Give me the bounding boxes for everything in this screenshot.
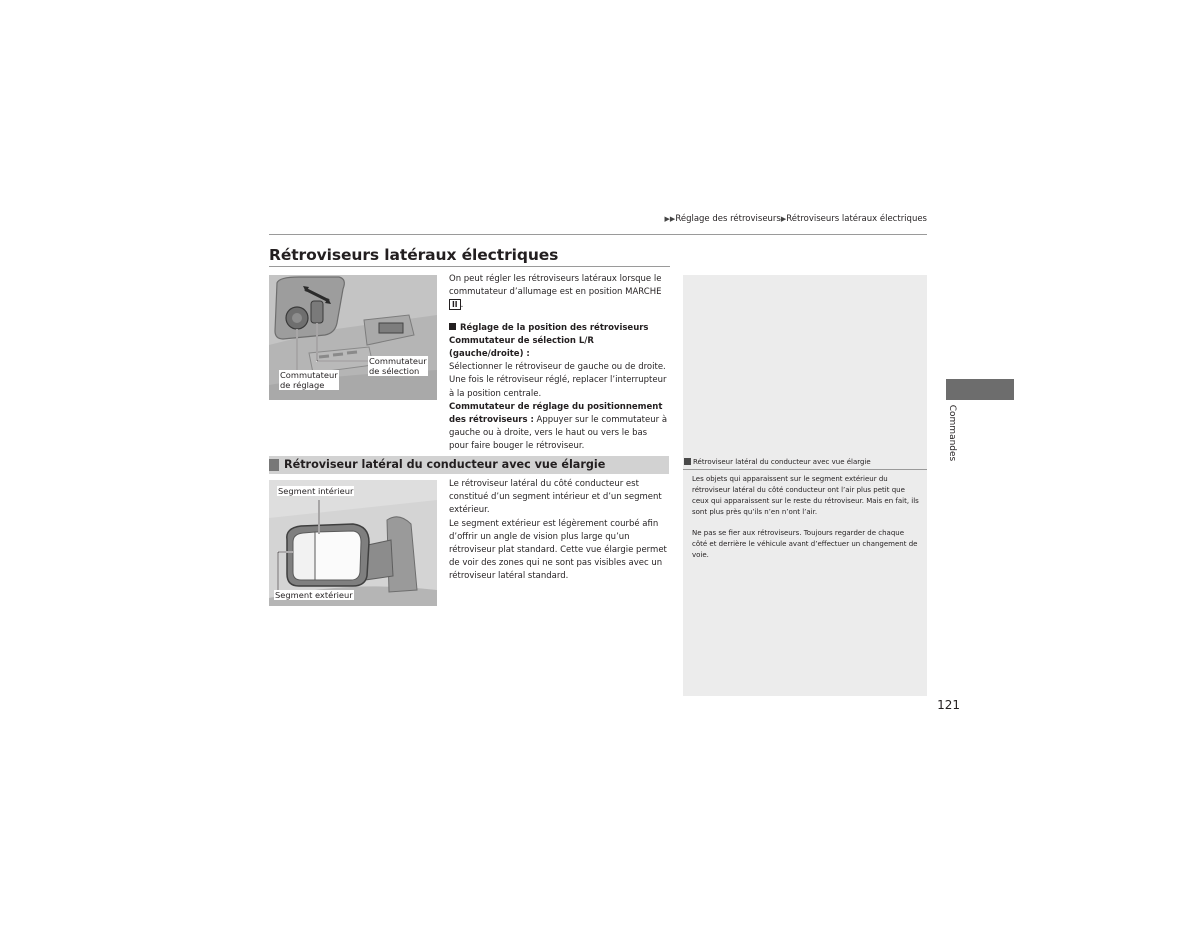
note-icon xyxy=(684,458,691,465)
sidebar-heading: Rétroviseur latéral du conducteur avec vue élargie xyxy=(684,458,871,466)
adjust-heading: Réglage de la position des rétroviseurs xyxy=(449,322,669,335)
section-body xyxy=(449,478,669,584)
outer-segment-label: Segment extérieur xyxy=(275,590,353,600)
sidebar-note xyxy=(683,275,927,696)
page-title: Rétroviseurs latéraux électriques xyxy=(269,246,559,264)
breadcrumb-arrow-icon: ▶▶ xyxy=(664,215,676,223)
mirror-switch-illustration xyxy=(269,275,437,400)
section-paragraph: Le rétroviseur latéral du côté conducteur est constitué d’un segment intérieur et d’un segment extérieur. xyxy=(449,479,662,516)
wide-view-mirror-drawing xyxy=(269,480,437,606)
ignition-key-icon: II xyxy=(449,299,461,310)
page-number: 121 xyxy=(937,698,960,712)
section-marker-icon xyxy=(269,459,279,471)
breadcrumb-item-1[interactable]: Réglage des rétroviseurs xyxy=(675,214,781,224)
section-title: Rétroviseur latéral du conducteur avec vue élargie xyxy=(284,458,606,471)
section-heading-bar xyxy=(269,456,669,474)
sidebar-paragraph: Ne pas se fier aux rétroviseurs. Toujours regarder de chaque côté et derrière le véhicule avant d’effectuer un changement de voie. xyxy=(692,529,918,559)
section-paragraph: Le segment extérieur est légèrement courbé afin d’offrir un angle de vision plus large qu’un rétroviseur plat standard. Cette vue élargie permet de voir des zones qui ne sont pas visibles avec un rétroviseur latéral standard. xyxy=(449,518,667,582)
inner-segment-label: Segment intérieur xyxy=(278,486,354,496)
sidebar-rule xyxy=(683,469,927,470)
breadcrumb-arrow-icon: ▶ xyxy=(780,215,787,223)
breadcrumb xyxy=(600,214,927,224)
sidebar-paragraph: Les objets qui apparaissent sur le segment extérieur du rétroviseur latéral du côté conducteur ont l’air plus petit que ceux qui apparaissent sur le reste du rétroviseur. Mais en fait, ils sont plus près qu’ils n’en n’ont l’air. xyxy=(692,475,919,516)
square-bullet-icon xyxy=(449,323,456,330)
chapter-tab-label: Commandes xyxy=(947,404,957,462)
intro-text: On peut régler les rétroviseurs latéraux lorsque le commutateur d’allumage est en position MARCHE II . xyxy=(449,274,662,311)
breadcrumb-item-2[interactable]: Rétroviseurs latéraux électriques xyxy=(786,214,927,224)
select-switch-text: Sélectionner le rétroviseur de gauche ou de droite. Une fois le rétroviseur réglé, replacer l’interrupteur à la position centrale. xyxy=(449,362,667,399)
header-rule xyxy=(269,234,927,235)
select-switch-label: Commutateur de sélection xyxy=(369,356,427,376)
title-rule xyxy=(269,266,670,267)
adjust-switch-desc: Commutateur de réglage du positionnement des rétroviseurs : Appuyer sur le commutateur à gauche ou à droite, vers le haut ou vers le bas pour faire bouger le rétroviseur. xyxy=(449,401,668,452)
select-switch-title: Commutateur de sélection L/R (gauche/droite) : xyxy=(449,335,594,360)
intro-block xyxy=(449,273,669,454)
wide-view-mirror-illustration xyxy=(269,480,437,606)
adjust-switch-label: Commutateur de réglage xyxy=(280,370,338,390)
